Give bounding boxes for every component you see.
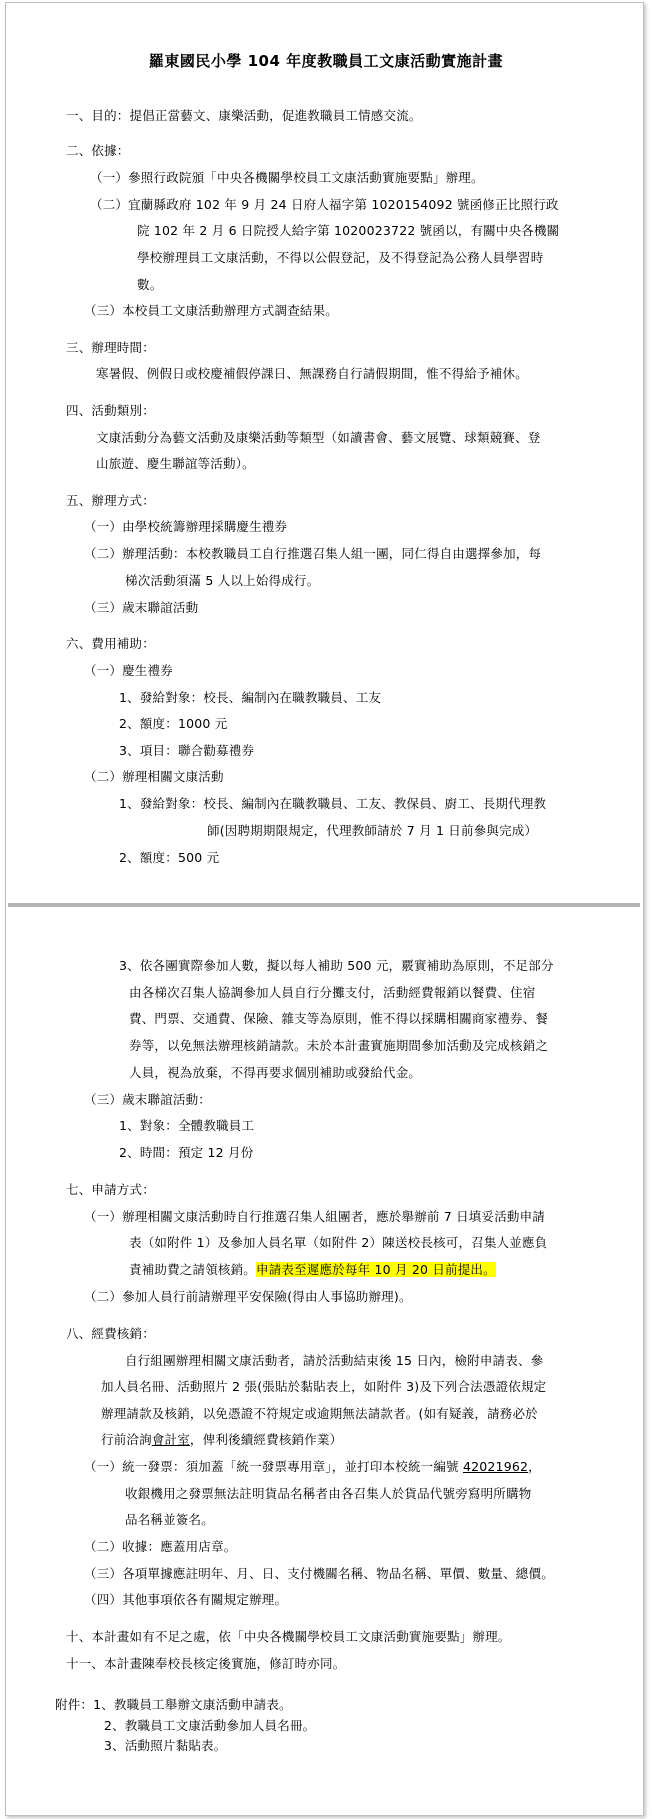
basis-item-2-line-3: 學校辦理員工文康活動，不得以公假登記，及不得登記為公務人員學習時 (137, 250, 544, 265)
reimbursement-item-1-line-3: 品名稱並簽名。 (125, 1512, 214, 1527)
application-item-1-line-3 (129, 1262, 496, 1278)
document-title: 羅東國民小學 104 年度教職員工文康活動實施計畫 (148, 52, 504, 70)
reimbursement-item-4: （四）其他事項依各有關規定辦理。 (84, 1592, 288, 1607)
section-purpose: 一、目的：提倡正當藝文、康樂活動，促進教職員工情感交流。 (66, 108, 422, 123)
subsidy-item-2-rule-line-5: 人員，視為放棄，不得再要求個別補助或發給代金。 (129, 1065, 422, 1080)
reimbursement-item-1-line-2: 收銀機用之發票無法註明貨品名稱者由各召集人於貨品代號旁寫明所購物 (125, 1486, 532, 1501)
section-time-heading: 三、辦理時間： (66, 340, 155, 355)
subsidy-item-2-target-line-2: 師(因聘期期限規定，代理教師請於 7 月 1 日前參與完成） (207, 823, 538, 838)
attachment-3: 3、活動照片黏貼表。 (104, 1738, 227, 1753)
method-item-2-line-1: （二）辦理活動：本校教職員工自行推選召集人組一團，同仁得自由選擇參加，每 (84, 546, 542, 561)
section-category-heading: 四、活動類別： (66, 403, 155, 418)
application-item-1-line-1: （一）辦理相關文康活動時自行推選召集人組團者，應於舉辦前 7 日填妥活動申請 (84, 1209, 546, 1224)
category-detail-line-2: 山旅遊、慶生聯誼等活動）。 (96, 456, 255, 471)
reimbursement-item-3: （三）各項單據應註明年、月、日、支付機關名稱、物品名稱、單價、數量、總價。 (84, 1566, 554, 1581)
subsidy-item-2-rule-line-2: 由各梯次召集人協調參加人員自行分攤支付，活動經費報銷以餐費、住宿 (129, 985, 536, 1000)
subsidy-item-2-target-line-1: 1、發給對象：校長、編制內在職教職員、工友、教保員、廚工、長期代理教 (119, 796, 547, 811)
reimbursement-item-1-comma: ， (528, 1459, 541, 1474)
subsidy-item-3-time: 2、時間：預定 12 月份 (119, 1145, 254, 1160)
application-item-2: （二）參加人員行前請辦理平安保險(得由人事協助辦理)。 (84, 1289, 412, 1304)
attachment-1: 附件：1、教職員工舉辦文康活動申請表。 (55, 1697, 292, 1712)
basis-item-2-line-4: 數。 (137, 277, 163, 292)
application-item-1-line-3-text: 責補助費之請領核銷。 (129, 1262, 257, 1277)
section-method-heading: 五、辦理方式： (66, 493, 155, 508)
basis-item-2-line-2: 院 102 年 2 月 6 日院授人給字第 1020023722 號函以，有關中央各機關 (137, 223, 560, 238)
reimbursement-para-line-2: 加人員名冊、活動照片 2 張(張貼於黏貼表上，如附件 3)及下列合法憑證依規定 (101, 1379, 547, 1394)
time-detail: 寒暑假、例假日或校慶補假停課日、無課務自行請假期間，惟不得給予補休。 (96, 366, 528, 381)
subsidy-item-1-target: 1、發給對象：校長、編制內在職教職員、工友 (119, 690, 382, 705)
category-detail-line-1: 文康活動分為藝文活動及康樂活動等類型（如讀書會、藝文展覽、球類競賽、登 (96, 430, 541, 445)
basis-item-3: （三）本校員工文康活動辦理方式調查結果。 (84, 303, 339, 318)
reimbursement-para-line-4-start: 行前洽詢 (101, 1432, 152, 1447)
section-basis-heading: 二、依據： (66, 143, 130, 158)
reimbursement-item-2: （二）收據：應蓋用店章。 (84, 1539, 237, 1554)
subsidy-item-2: （二）辦理相關文康活動 (84, 769, 224, 784)
subsidy-item-2-rule-line-1: 3、依各團實際參加人數，擬以每人補助 500 元，覈實補助為原則，不足部分 (119, 958, 554, 973)
application-item-1-line-2: 表（如附件 1）及參加人員名單（如附件 2）陳送校長核可，召集人並應負 (129, 1235, 548, 1250)
basis-item-2-line-1: （二）宜蘭縣政府 102 年 9 月 24 日府人福字第 1020154092 號函修正比照行政 (90, 197, 559, 212)
method-item-1: （一）由學校統籌辦理採購慶生禮券 (84, 519, 288, 534)
subsidy-item-3: （三）歲末聯誼活動： (84, 1092, 212, 1107)
basis-item-1: （一）參照行政院頒「中央各機關學校員工文康活動實施要點」辦理。 (90, 170, 484, 185)
section-reimbursement-heading: 八、經費核銷： (66, 1326, 155, 1341)
subsidy-item-2-rule-line-3: 費、門票、交通費、保險、雜支等為原則，惟不得以採購相關商家禮券、餐 (129, 1011, 549, 1026)
method-item-3: （三）歲末聯誼活動 (84, 600, 199, 615)
reimbursement-para-line-4-end: ，俾利後續經費核銷作業） (189, 1432, 343, 1447)
attachment-2: 2、教職員工文康活動參加人員名冊。 (104, 1718, 316, 1733)
method-item-2-line-2: 梯次活動須滿 5 人以上始得成行。 (125, 573, 320, 588)
subsidy-item-2-amount: 2、額度：500 元 (119, 850, 220, 865)
tax-id-underlined: 42021962 (462, 1459, 529, 1474)
reimbursement-para-line-3: 辦理請款及核銷，以免憑證不符規定或逾期無法請款者。(如有疑義，請務必於 (101, 1406, 538, 1421)
accounting-office-underlined: 會計室 (151, 1432, 190, 1447)
reimbursement-item-1-line-1 (84, 1459, 541, 1475)
subsidy-item-1-type: 3、項目：聯合勸募禮券 (119, 743, 255, 758)
deadline-highlight: 申請表至遲應於每年 10 月 20 日前提出。 (256, 1262, 496, 1277)
reimbursement-para-line-4 (101, 1432, 342, 1448)
subsidy-item-1: （一）慶生禮券 (84, 663, 173, 678)
subsidy-item-2-rule-line-4: 券等，以免無法辦理核銷請款。未於本計畫實施期間參加活動及完成核銷之 (129, 1038, 549, 1053)
reimbursement-item-1-text: （一）統一發票：須加蓋「統一發票專用章」，並打印本校統一編號 (84, 1459, 463, 1474)
section-application-heading: 七、申請方式： (66, 1182, 155, 1197)
section-subsidy-heading: 六、費用補助： (66, 636, 155, 651)
reimbursement-para-line-1: 自行組團辦理相關文康活動者，請於活動結束後 15 日內，檢附申請表、參 (125, 1353, 544, 1368)
section-ten: 十、本計畫如有不足之處，依「中央各機關學校員工文康活動實施要點」辦理。 (66, 1629, 511, 1644)
subsidy-item-1-amount: 2、額度：1000 元 (119, 716, 228, 731)
subsidy-item-3-target: 1、對象：全體教職員工 (119, 1118, 255, 1133)
section-eleven: 十一、本計畫陳奉校長核定後實施，修訂時亦同。 (66, 1656, 346, 1671)
page-divider (8, 903, 640, 907)
